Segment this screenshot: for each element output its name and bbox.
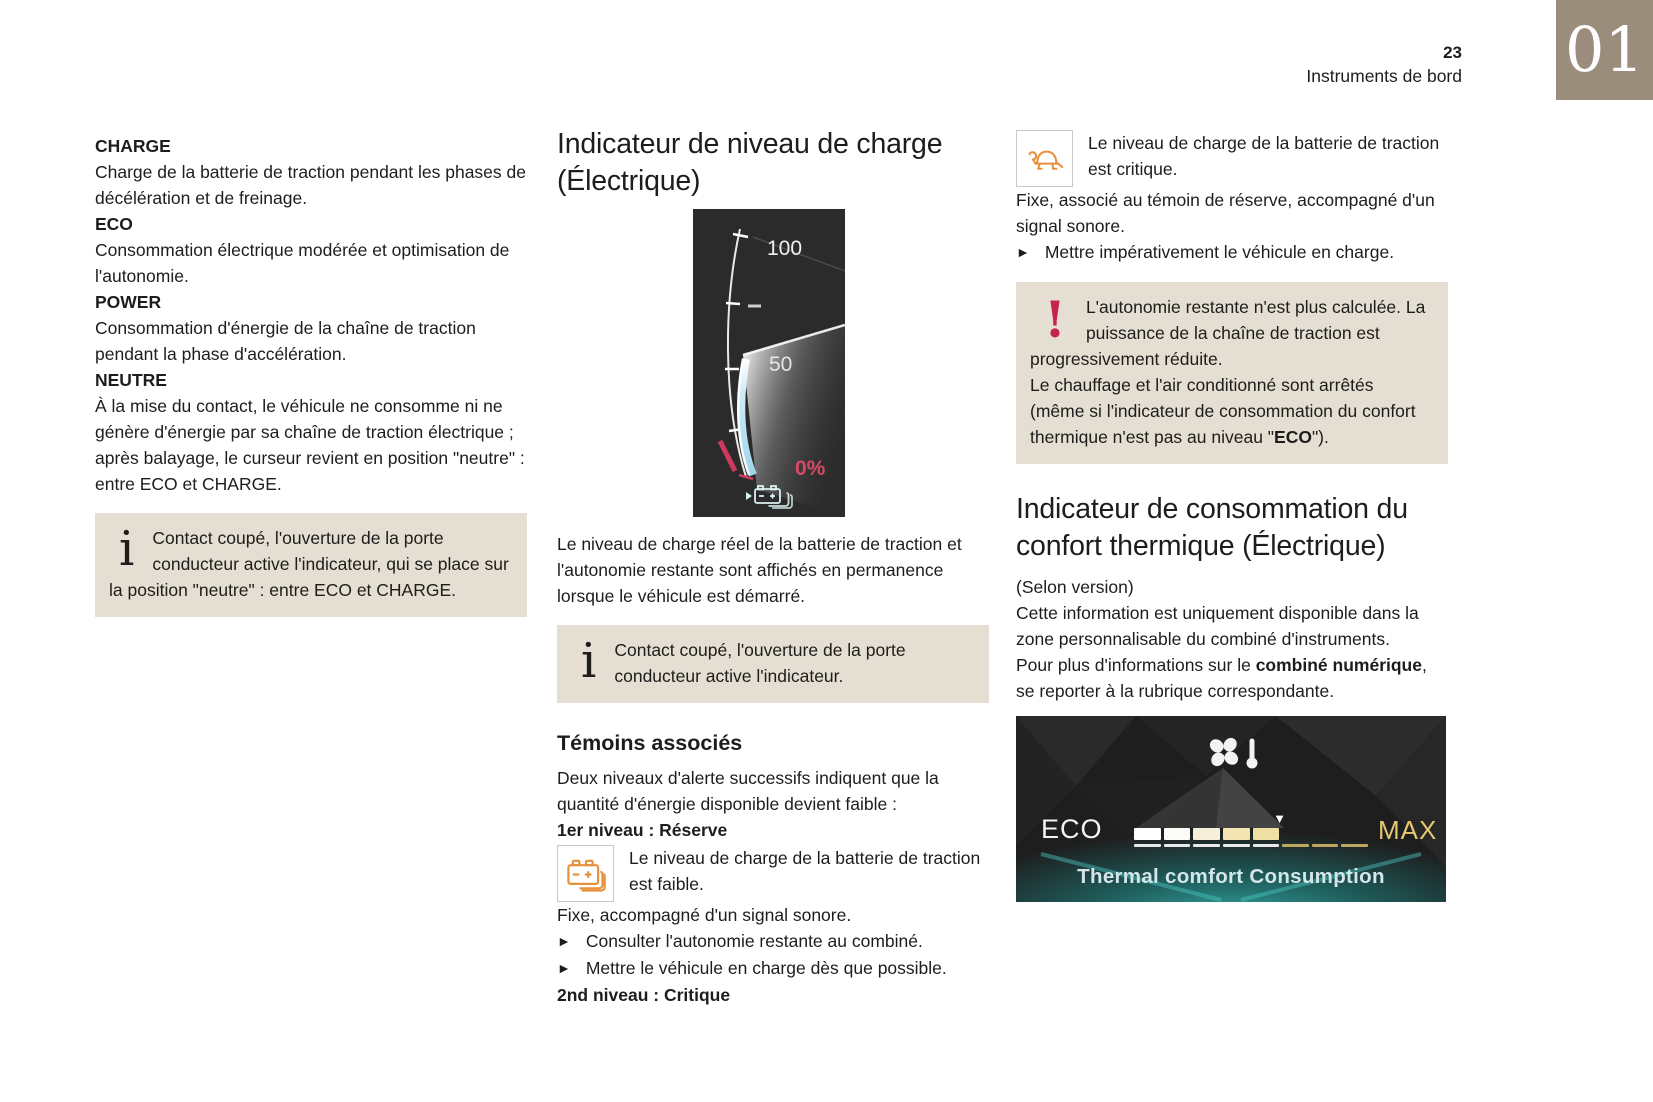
info-box-middle-text: Contact coupé, l'ouverture de la porte conducteur active l'indicateur. xyxy=(614,640,906,686)
term-eco-def: Consommation électrique modérée et optimisation de l'autonomie. xyxy=(95,240,510,286)
critical-text: Le niveau de charge de la batterie de traction est critique. xyxy=(1088,133,1440,179)
warning-line2-pre: Le chauffage et l'air conditionné sont arrêtés (même si l'indicateur de consommation du confort thermique n'est pas au niveau " xyxy=(1030,375,1416,447)
warning-line1: L'autonomie restante n'est plus calculée. La puissance de la chaîne de traction est progressivement réduite. xyxy=(1030,297,1426,369)
column-left xyxy=(95,133,527,617)
warnings-intro: Deux niveaux d'alerte successifs indiquent que la quantité d'énergie disponible devient faible : xyxy=(557,768,939,814)
action-line xyxy=(1016,239,1448,266)
level1-note: Fixe, accompagné d'un signal sonore. xyxy=(557,905,852,925)
turtle-icon xyxy=(1022,136,1068,182)
level1-action-1: Consulter l'autonomie restante au combiné. xyxy=(585,931,923,951)
warnings-heading: Témoins associés xyxy=(557,731,743,755)
thermal-consumption-bar xyxy=(1134,811,1368,850)
critical-warning-row xyxy=(1016,130,1448,187)
term-eco: ECO xyxy=(95,214,133,234)
tc-marker: ▼ xyxy=(1273,811,1287,826)
info-box-middle xyxy=(557,625,989,703)
column-right xyxy=(1016,128,1448,902)
warning-box xyxy=(1016,282,1448,464)
column-middle xyxy=(557,126,989,1008)
charge-indicator-title: Indicateur de niveau de charge (Électrique) xyxy=(557,128,943,197)
term-neutre-def: À la mise du contact, le véhicule ne consomme ni ne génère d'énergie par sa chaîne de traction électrique ; après balayage, le curseur revient en position "neutre" : entre ECO et CHARGE. xyxy=(95,396,525,494)
battery-reserve-icon xyxy=(564,852,608,896)
term-neutre: NEUTRE xyxy=(95,370,167,390)
page-number: 23 xyxy=(1443,43,1462,62)
battery-reserve-icon-box xyxy=(557,845,614,902)
critical-action: Mettre impérativement le véhicule en charge. xyxy=(1044,242,1395,262)
action-arrow-icon: ► xyxy=(557,960,571,976)
charge-indicator-body: Le niveau de charge réel de la batterie de traction et l'autonomie restante sont affichés en permanence lorsque le véhicule est démarré. xyxy=(557,534,962,606)
level1-label: 1er niveau : Réserve xyxy=(557,820,728,840)
level1-text: Le niveau de charge de la batterie de traction est faible. xyxy=(629,848,981,894)
term-charge: CHARGE xyxy=(95,136,171,156)
thermal-display-figure xyxy=(1016,716,1446,902)
chapter-number: 01 xyxy=(1565,13,1644,86)
thermal-eco-label: ECO xyxy=(1041,814,1103,844)
action-arrow-icon: ► xyxy=(557,933,571,949)
thermal-caption: Thermal comfort Consumption xyxy=(1077,865,1385,888)
warning-line2-post: "). xyxy=(1311,427,1329,447)
turtle-icon-box xyxy=(1016,130,1073,187)
action-arrow-icon: ► xyxy=(1016,244,1030,260)
thermal-body1: Cette information est uniquement disponible dans la zone personnalisable du combiné d'instruments. xyxy=(1016,603,1419,649)
action-line xyxy=(557,928,989,955)
reserve-warning-row xyxy=(557,845,989,902)
section-title: Instruments de bord xyxy=(1306,66,1462,86)
tc-segments xyxy=(1134,828,1368,850)
thermometer-icon xyxy=(1244,733,1260,773)
critical-note: Fixe, associé au témoin de réserve, accompagné d'un signal sonore. xyxy=(1016,190,1435,236)
term-power-def: Consommation d'énergie de la chaîne de traction pendant la phase d'accélération. xyxy=(95,318,476,364)
warning-icon: ! xyxy=(1044,290,1066,349)
info-icon: i xyxy=(119,521,135,577)
info-box-left xyxy=(95,513,527,617)
term-power: POWER xyxy=(95,292,162,312)
page-meta xyxy=(1306,42,1462,88)
gauge-mid-label: 50 xyxy=(769,353,793,376)
level2-label: 2nd niveau : Critique xyxy=(557,985,731,1005)
thermal-subtitle: (Selon version) xyxy=(1016,577,1134,597)
fan-icon xyxy=(1204,732,1244,772)
info-icon: i xyxy=(581,633,597,689)
thermal-indicator-title: Indicateur de consommation du confort thermique (Électrique) xyxy=(1016,493,1408,562)
action-line xyxy=(557,955,989,982)
term-charge-def: Charge de la batterie de traction pendant les phases de décélération et de freinage. xyxy=(95,162,526,208)
thermal-max-label: MAX xyxy=(1378,815,1438,845)
chapter-tab xyxy=(1556,0,1653,100)
level1-action-2: Mettre le véhicule en charge dès que possible. xyxy=(585,958,947,978)
gauge-max-label: 100 xyxy=(767,237,803,260)
info-box-left-text: Contact coupé, l'ouverture de la porte conducteur active l'indicateur, qui se place sur la position "neutre" : entre ECO et CHARGE. xyxy=(109,528,509,600)
thermal-body2: Pour plus d'informations sur le combiné numérique, se reporter à la rubrique correspondante. xyxy=(1016,655,1427,701)
charge-gauge-figure xyxy=(693,209,845,517)
gauge-min-label: 0% xyxy=(795,457,826,480)
warning-line2-bold: ECO xyxy=(1274,427,1312,447)
